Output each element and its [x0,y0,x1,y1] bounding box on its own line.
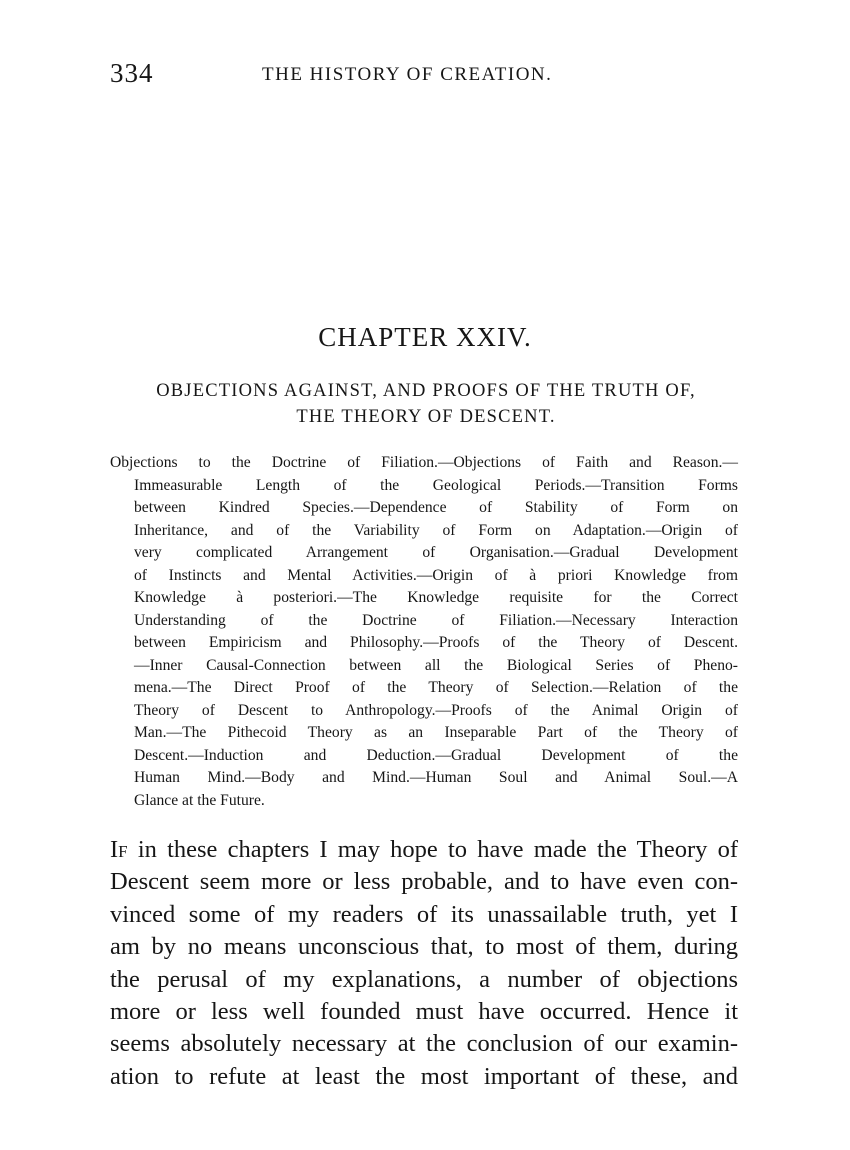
body-line: ation to refute at least the most important of these, and [110,1062,738,1090]
body-line: am by no means unconscious that, to most of them, during [110,933,738,961]
body-paragraph [110,834,738,1093]
body-line: vinced some of my readers of its unassailable truth, yet I [110,900,738,928]
chapter-title-line: OBJECTIONS AGAINST, AND PROOFS OF THE TRUTH OF, [156,381,696,401]
body-line [110,834,738,866]
chapter-number: CHAPTER XXIV. [318,322,532,352]
synopsis-line: Human Mind.—Body and Mind.—Human Soul and Animal Soul.—A [134,769,738,786]
synopsis-line: Inheritance, and of the Variability of Form on Adaptation.—Origin of [134,521,738,539]
body-line-text: in these chapters I may hope to have made the Theory of [127,836,738,863]
body-line: Descent seem more or less probable, and to have even con- [110,868,738,896]
synopsis-line: Man.—The Pithecoid Theory as an Inseparable Part of the Theory of [134,724,738,741]
chapter-synopsis [110,452,738,812]
synopsis-line: between Kindred Species.—Dependence of Stability of Form on [134,499,738,516]
running-head [110,58,750,98]
synopsis-line: Theory of Descent to Anthropology.—Proofs of the Animal Origin of [134,701,738,719]
synopsis-line: Immeasurable Length of the Geological Periods.—Transition Forms [134,476,738,494]
running-title: THE HISTORY OF CREATION. [262,64,553,85]
opening-word: If [110,836,128,863]
synopsis-line: Knowledge à posteriori.—The Knowledge requisite for the Correct [134,589,738,606]
synopsis-line: Understanding of the Doctrine of Filiation.—Necessary Interaction [134,611,738,629]
synopsis-line: Objections to the Doctrine of Filiation.—Objections of Faith and Reason.— [110,454,738,471]
body-line: more or less well founded must have occurred. Hence it [110,997,738,1025]
synopsis-line: Descent.—Induction and Deduction.—Gradual Development of the [134,746,738,764]
synopsis-line: mena.—The Direct Proof of the Theory of Selection.—Relation of the [134,679,738,696]
synopsis-line: very complicated Arrangement of Organisation.—Gradual Development [134,544,738,561]
chapter-title-line: THE THEORY OF DESCENT. [296,407,556,427]
synopsis-line: between Empiricism and Philosophy.—Proofs of the Theory of Descent. [134,634,738,651]
synopsis-line: of Instincts and Mental Activities.—Origin of à priori Knowledge from [134,566,738,584]
body-line: seems absolutely necessary at the conclusion of our examin- [110,1030,738,1058]
synopsis-line: —Inner Causal-Connection between all the Biological Series of Pheno- [134,656,738,674]
body-line: the perusal of my explanations, a number of objections [110,965,738,993]
page-number: 334 [110,58,154,88]
chapter-title [110,378,742,430]
synopsis-line: Glance at the Future. [134,791,265,809]
